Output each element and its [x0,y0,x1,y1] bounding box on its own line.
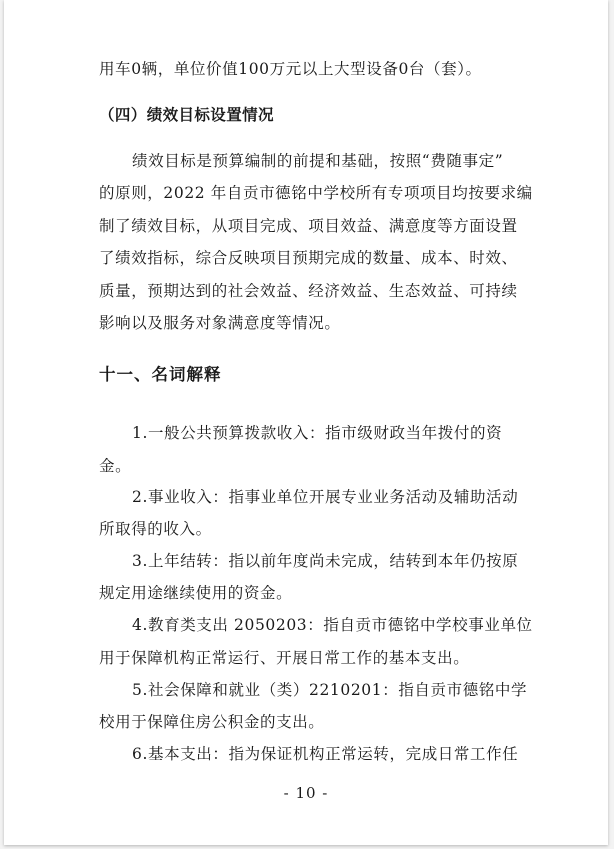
definition-line: 6.基本支出：指为保证机构正常运转，完成日常工作任 [132,745,519,763]
definition-line: 用于保障机构正常运行、开展日常工作的基本支出。 [99,649,470,667]
definition-line: 4.教育类支出 2050203：指自贡市德铭中学校事业单位 [132,616,533,634]
paragraph-line: 绩效目标是预算编制的前提和基础，按照“费随事定” [132,152,504,170]
definition-line: 所取得的收入。 [99,520,212,538]
document-page [4,0,608,845]
definition-line: 校用于保障住房公积金的支出。 [99,713,325,731]
paragraph-line: 质量，预期达到的社会效益、经济效益、生态效益、可持续 [99,282,518,300]
definition-line: 金。 [99,457,132,475]
definition-line: 3.上年结转：指以前年度尚未完成，结转到本年仍按原 [132,552,519,570]
paragraph-line: 了绩效指标，综合反映项目预期完成的数量、成本、时效、 [99,249,518,267]
definition-line: 规定用途继续使用的资金。 [99,584,293,602]
paragraph-line: 影响以及服务对象满意度等情况。 [99,314,341,332]
paragraph-line: 的原则，2022 年自贡市德铭中学校所有专项项目均按要求编 [99,184,533,202]
section-subheading: （四）绩效目标设置情况 [99,105,274,124]
section-heading: 十一、名词解释 [99,365,222,384]
definition-line: 1.一般公共预算拨款收入：指市级财政当年拨付的资 [132,424,503,442]
definition-line: 5.社会保障和就业（类）2210201：指自贡市德铭中学 [132,681,528,699]
page-number: - 10 - [283,784,329,802]
paragraph-line: 制了绩效目标，从项目完成、项目效益、满意度等方面设置 [99,217,518,235]
paragraph-line: 用车0辆，单位价值100万元以上大型设备0台（套）。 [99,60,482,78]
definition-line: 2.事业收入：指事业单位开展专业业务活动及辅助活动 [132,488,519,506]
